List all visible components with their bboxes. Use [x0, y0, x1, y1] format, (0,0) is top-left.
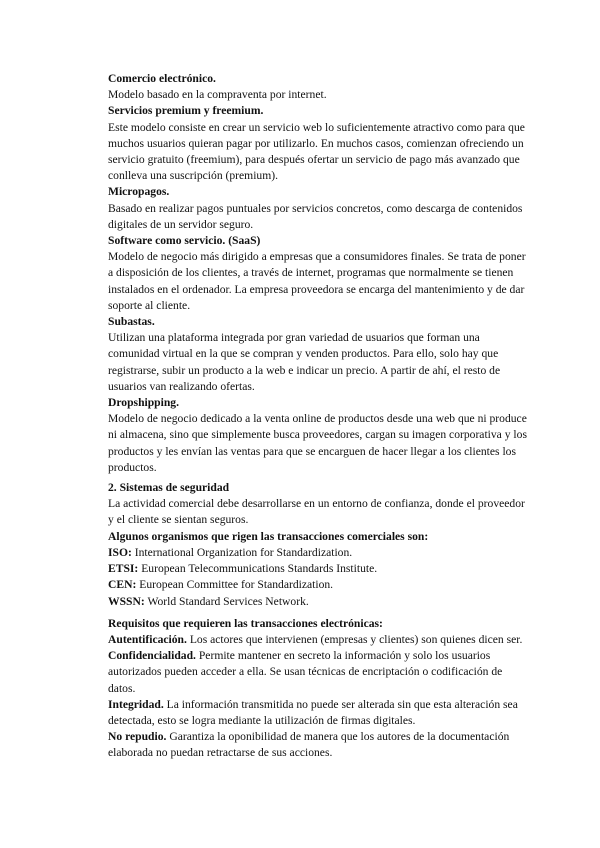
model-body-auctions: Utilizan una plataforma integrada por gran variedad de usuarios que forman una comunidad virtual en la que se compran y venden productos. Para ello, solo hay que registrarse, subir un producto a la web e indicar un precio. A partir de ahí, el resto de usuarios van realizando ofertas. [108, 331, 501, 393]
org-name: European Committee for Standardization. [139, 578, 334, 592]
org-abbr: CEN: [108, 578, 137, 592]
requirement-desc: La información transmitida no puede ser alterada sin que esta alteración sea detectada, esto se logra mediante la utilización de firmas digitales. [108, 697, 518, 727]
org-item [108, 561, 528, 577]
model-body-dropshipping: Modelo de negocio dedicado a la venta online de productos desde una web que ni produce ni almacena, sino que simplemente busca proveedores, cargan su imagen corporativa y los productos y les envían las ventas para que se encarguen de hacer llegar a los clientes los productos. [108, 412, 527, 474]
org-abbr: ISO: [108, 545, 132, 559]
model-title-premium: Servicios premium y freemium. [108, 104, 264, 118]
model-body-micropayments: Basado en realizar pagos puntuales por servicios concretos, como descarga de contenidos digitales de un servidor seguro. [108, 201, 523, 231]
org-abbr: ETSI: [108, 562, 139, 576]
model-title-ecommerce: Comercio electrónico. [108, 72, 216, 85]
requirement-term: Confidencialidad. [108, 649, 196, 663]
requirement-desc: Garantiza la oponibilidad de manera que los autores de la documentación elaborada no puedan retractarse de sus acciones. [108, 730, 510, 760]
document-content [108, 71, 528, 762]
requirement-item [108, 648, 528, 697]
orgs-heading: Algunos organismos que rigen las transacciones comerciales son: [108, 529, 429, 543]
org-item [108, 577, 528, 593]
model-body-premium: Este modelo consiste en crear un servicio web lo suficientemente atractivo como para que muchos usuarios quieran pagar por utilizarlo. En muchos casos, comienzan ofreciendo un servicio gratuito (freemium), para después ofertar un servicio de pago más avanzado que conlleva una suscripción (premium). [108, 120, 525, 183]
section-heading-security: 2. Sistemas de seguridad [108, 481, 230, 495]
org-name: International Organization for Standardization. [134, 545, 353, 559]
org-name: European Telecommunications Standards Institute. [141, 562, 378, 576]
model-title-micropayments: Micropagos. [108, 185, 170, 199]
requirement-term: Integridad. [108, 697, 164, 711]
requirement-term: Autentificación. [108, 632, 187, 646]
requirement-item [108, 697, 528, 729]
requirements-heading: Requisitos que requieren las transacciones electrónicas: [108, 616, 383, 630]
requirement-term: No repudio. [108, 730, 167, 744]
requirement-item [108, 632, 528, 648]
security-intro: La actividad comercial debe desarrollarse en un entorno de confianza, donde el proveedor y el cliente se sientan seguros. [108, 497, 525, 527]
model-body-saas: Modelo de negocio más dirigido a empresas que a consumidores finales. Se trata de poner a disposición de los clientes, a través de internet, programas que normalmente se tienen instalados en el ordenador. La empresa proveedora se encarga del mantenimiento y de dar soporte al cliente. [108, 250, 526, 312]
model-body-ecommerce: Modelo basado en la compraventa por internet. [108, 88, 327, 102]
requirement-desc: Los actores que intervienen (empresas y clientes) son quienes dicen ser. [189, 632, 523, 646]
org-item [108, 594, 528, 610]
model-title-saas: Software como servicio. (SaaS) [108, 234, 261, 248]
requirement-desc: Permite mantener en secreto la información y solo los usuarios autorizados pueden acceder a ella. Se usan técnicas de encriptación o codificación de datos. [108, 649, 503, 695]
model-title-dropshipping: Dropshipping. [108, 396, 179, 410]
requirement-item [108, 729, 528, 761]
model-title-auctions: Subastas. [108, 315, 155, 329]
org-abbr: WSSN: [108, 594, 145, 608]
org-name: World Standard Services Network. [147, 594, 309, 608]
org-item [108, 545, 528, 561]
